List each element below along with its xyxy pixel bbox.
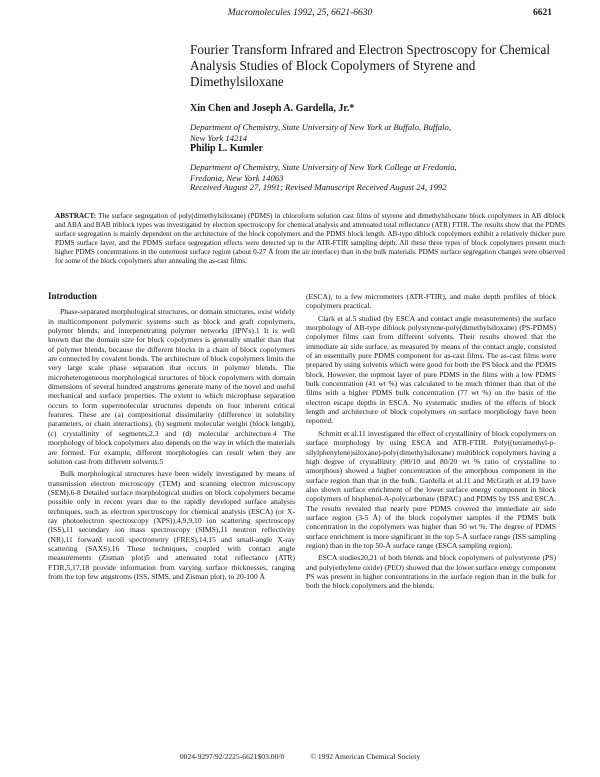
affiliation-1-line-1: Department of Chemistry, State University of New York at Buffalo, Buffalo,	[190, 122, 452, 133]
received-dates: Received August 27, 1991; Revised Manuscript Received August 24, 1992	[190, 182, 447, 192]
left-column	[48, 292, 295, 581]
page-number: 6621	[533, 8, 552, 18]
right-column	[306, 292, 556, 591]
author-names-2: Philip L. Kumler	[190, 143, 264, 154]
article-title: Fourier Transform Infrared and Electron Spectroscopy for Chemical Analysis Studies of Block Copolymers of Styrene and Dimethylsiloxane	[190, 42, 550, 89]
author-names-1: Xin Chen and Joseph A. Gardella, Jr.*	[190, 103, 355, 114]
left-paragraph-2: Bulk morphological structures have been widely investigated by means of transmission electron microscopy (TEM) and scanning electron microscopy (SEM).6-8 Detailed surface morphological studies on block copolymers became possible only in recent years due to the rapidly developed surface analysis techniques, such as electron spectroscopy for chemical analysis (ESCA) (or X-ray photoelectron spectroscopy (XPS)),4,9,9,10 ion scattering spectroscopy (ISS),11 secondary ion mass spectroscopy (SIMS),11 neutron reflectivity (NR),11 forward recoil spectrometry (FRES),14,15 and small-angle X-ray scattering (SAXS).16 These techniques, coupled with contact angle measurements (Zisman plot)5 and attenuated total reflectance (ATR) FTIR,5,17,18 provide information from varying surface thicknesses, ranging from the top few angstroms (ISS, SIMS, and Zisman plot), to 20-100 Å	[48, 469, 295, 581]
right-paragraph-2: Clark et al.5 studied (by ESCA and contact angle measurements) the surface morphology of AB-type diblock polystyrene-poly(dimethylsiloxane) (PS-PDMS) copolymer films cast from different solvents. Their results showed that the immediate air side surface, as measured by means of the contact angle, consisted of an essentially pure PDMS component for as-cast films. The as-cast films were prepared by using solvents which were good for both the PS block and the PDMS block. However, the topmost layer of pure PDMS in the films with a low PDMS bulk concentration (41 wt %) was calculated to be much thinner than that of the films with a higher PDMS bulk concentration (77 wt %) on the basis of the electron escape depths in ESCA. No systematic studies of the effects of block length and architecture of block copolymers on surface morphology have been reported.	[306, 313, 556, 426]
copyright-notice: © 1992 American Chemical Society	[310, 752, 421, 761]
article-code: 0024-9297/92/2225-6621$03.00/0	[179, 752, 285, 761]
running-head	[0, 8, 600, 22]
author-block-1	[190, 104, 570, 143]
right-paragraph-1: (ESCA), to a few micrometers (ATR-FTIR), and make depth profiles of block copolymers practical.	[306, 292, 556, 311]
section-heading-introduction: Introduction	[48, 291, 97, 301]
right-paragraph-4: ESCA studies20,21 of both blends and block copolymers of polystyrene (PS) and poly(ethylene oxide) (PEO) showed that the lower surface energy component PS was present in higher concentrations in the surface region than in the bulk for both the block copolymers and the blends.	[306, 553, 556, 591]
abstract-text: The surface segregation of poly(dimethylsiloxane) (PDMS) in chloroform solution cast films of styrene and dimethylsiloxane block copolymers in AB diblock and ABA and BAB triblock types was investigated by electron spectroscopy for chemical analysis and attenuated total reflectance (ATR) FTIR. The results show that the PDMS surface segregation is mainly dependent on the architecture of the block copolymers and the PDMS block length. AB-type diblock copolymers exhibit a relatively thicker pure PDMS surface layer, and the PDMS surface segregation effects were detected up to the ATR-FTIR sampling depth. All these three types of block copolymers present much higher PDMS concentrations in the outermost surface region (about 0-27 Å from the air interface) than in the bulk materials. PDMS surface segregation changes were observed for some of the block copolymers after annealing the as-cast films.	[55, 212, 566, 266]
abstract	[55, 212, 565, 267]
left-paragraph-1: Phase-separated morphological structures, or domain structures, exist widely in multicomponent polymeric systems such as block and graft copolymers, polymer blends, and interpenetrating polymer networks (IPN's).1 It is well known that the domain size for block copolymers is generally smaller than that of polymer blends, because the different blocks in a chain of block copolymers are connected by covalent bonds. The architecture of block copolymers limits the very large scale phase separation that occurs in polymer blends. The microheterogeneous morphological structures of block copolymers with domain dimensions of several hundred angstroms generate many of the novel and useful mechanical and surface properties. The extent to which microphase separation occurs to form supermolecular structures depends on four inherent critical features. These are (a) compositional dissimilarity (difference in solubility parameters, or chain interactions), (b) segment molecular weight (block length), (c) crystallinity of segments,2,3 and (d) molecular architecture.4 The morphology of block copolymers also depends on the way in which the materials are formed. For example, different morphologies can result when they are solution cast from different solvents.5	[48, 307, 295, 466]
author-block-2	[190, 144, 570, 183]
affiliation-1-line-2: New York 14214	[190, 132, 248, 143]
right-paragraph-3: Schmitt et al.11 investigated the effect of crystallinity of block copolymers on surface morphology by using ESCA and ATR-FTIR. Poly((tetramethyl-p-silylphenylene)siloxane)-poly(dimethylsiloxane) multiblock copolymers having a high degree of crystallinity (90/10 and 80/20 wt % ratio of crystalline to amorphous) showed a higher concentration of the amorphous component in the surface region than that in the bulk. Gardella et al.11 and McGrath et al.19 have also shown surface enrichment of the lower surface energy component in block copolymers of bisphenol-A-polycarbonate (BPAC) and PDMS by ISS and ESCA. The results revealed that nearly pure PDMS covered the immediate air side surface region (3-5 Å) of the block copolymer samples if the PDMS bulk concentration in the copolymers was higher than 50 wt %. The degree of PDMS surface enrichment is more significant in the top 5-Å surface range (ISS sampling region) than in the top 50-Å surface range (ESCA sampling region).	[306, 428, 556, 550]
affiliation-2-line-2: Fredonia, New York 14063	[190, 172, 284, 183]
affiliation-2-line-1: Department of Chemistry, State University of New York College at Fredonia,	[190, 162, 457, 173]
page-footer	[0, 752, 600, 761]
journal-citation: Macromolecules 1992, 25, 6621-6630	[227, 8, 373, 18]
abstract-label: ABSTRACT:	[55, 212, 97, 220]
